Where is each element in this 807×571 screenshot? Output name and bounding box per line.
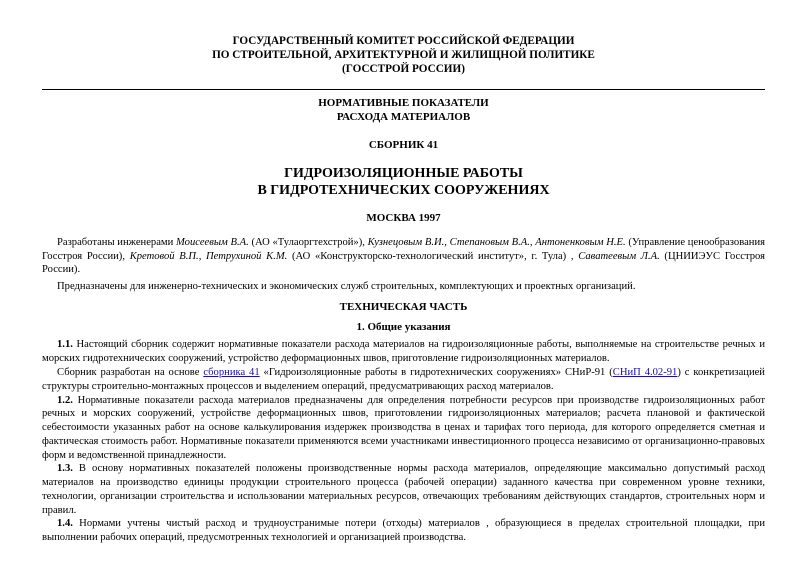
authors-text-4: (АО «Конструкторско-технологический институт», г. Тула) , [287,250,579,262]
paragraph-text: Нормами учтены чистый расход и трудноустранимые потери (отходы) материалов , образующиеся в пределах строительной площадки, при выполнении рабочих операций, предусмотренных технологией и организацией производства. [42,518,765,544]
doc-type-line-2: РАСХОДА МАТЕРИАЛОВ [336,111,471,124]
authors-text-3: (Управление ценообразования Госстроя России), [42,236,765,262]
collection-number: СБОРНИК 41 [368,138,439,151]
authors-paragraph [42,236,765,277]
author-names-2: Кузнецовым В.И., Степановым В.А., Антоненковым Н.Е. [367,236,626,248]
paragraph-1-2 [42,394,765,463]
author-names-4: Саватеевым Л.А. [578,250,660,262]
issuing-authority [42,34,765,76]
purpose-paragraph: Предназначены для инженерно-технических и экономических служб строительных, комплектующих и проектных организаций. [57,281,636,293]
author-names-1: Моисеевым В.А. [176,236,249,248]
authors-text-5: (ЦНИИЭУС Госстроя России). [42,250,765,276]
paragraph-text: Настоящий сборник содержит нормативные показатели расхода материалов на гидроизоляционные работы, выполняемые на строительстве речных и морских гидротехнических сооружений, устройство деформационных швов, приготовление гидроизоляционных материалов. [42,339,765,365]
paragraph-number: 1.3. [57,463,73,475]
paragraph-1-1 [42,338,765,366]
doc-type-line-1: НОРМАТИВНЫЕ ПОКАЗАТЕЛИ [318,97,489,109]
paragraph-text: ) с конкретизацией структуры строительно-монтажных процессов и выделением операций, предусматривающих расход материалов. [42,366,765,392]
author-names-3: Кретовой В.П., Петрухиной К.М. [129,250,288,262]
paragraph-text: «Гидроизоляционные работы в гидротехнических сооружениях» СНиР-91 ( [259,366,613,378]
technical-part-heading: ТЕХНИЧЕСКАЯ ЧАСТЬ [339,300,468,313]
paragraph-1-3 [42,462,765,517]
paragraph-1-1-basis [42,366,765,394]
paragraph-number: 1.4. [57,518,73,530]
paragraph-text: Нормативные показатели расхода материалов предназначены для определения потребности ресурсов при производстве гидроизоляционных работ речных и морских сооружений, устройстве деформационных швов, приготовлении гидроизоляционных материалов; расчета плановой и фактической себестоимости указанных работ на основе калькулирования издержек производства в ценах и тарифах того периода, для которого определяется сметная и фактическая стоимость работ. Нормативные показатели применяются всеми участниками инвестиционного процесса независимо от организационно-правовых форм и ведомственной принадлежности. [42,394,765,461]
authority-line-2: ПО СТРОИТЕЛЬНОЙ, АРХИТЕКТУРНОЙ И ЖИЛИЩНОЙ ПОЛИТИКЕ [212,49,595,61]
title-line-1: ГИДРОИЗОЛЯЦИОННЫЕ РАБОТЫ [284,165,523,181]
paragraph-number: 1.2. [57,394,73,406]
header-divider [42,89,765,90]
document-type [42,96,765,125]
link-collection-41[interactable]: сборника 41 [203,366,260,378]
authors-text-1: Разработаны инженерами [57,236,176,248]
paragraph-text: Сборник разработан на основе [57,366,204,378]
authority-line-3: (ГОССТРОЙ РОССИИ) [342,63,465,75]
paragraph-1-4 [42,517,765,545]
paragraph-text: В основу нормативных показателей положены производственные нормы расхода материалов, определяющие максимально допустимый расход материалов на производство единицы продукции строительного процесса (рабочей операции) заданного качества при современном уровне техники, технологии, организации строительства и использовании материальных ресурсов, отвечающих требованиям действующих стандартов, строительных норм и правил. [42,463,765,516]
document-title [42,166,765,200]
title-line-2: В ГИДРОТЕХНИЧЕСКИХ СООРУЖЕНИЯХ [257,182,550,198]
authors-text-2: (АО «Тулаоргтехстрой»), [248,236,368,248]
link-snip-4-02-91[interactable]: СНиП 4.02-91 [612,366,678,378]
authority-line-1: ГОСУДАРСТВЕННЫЙ КОМИТЕТ РОССИЙСКОЙ ФЕДЕРАЦИИ [232,35,575,47]
section-heading-general: 1. Общие указания [356,321,451,334]
paragraph-number: 1.1. [57,339,73,351]
city-year: МОСКВА 1997 [366,212,441,225]
